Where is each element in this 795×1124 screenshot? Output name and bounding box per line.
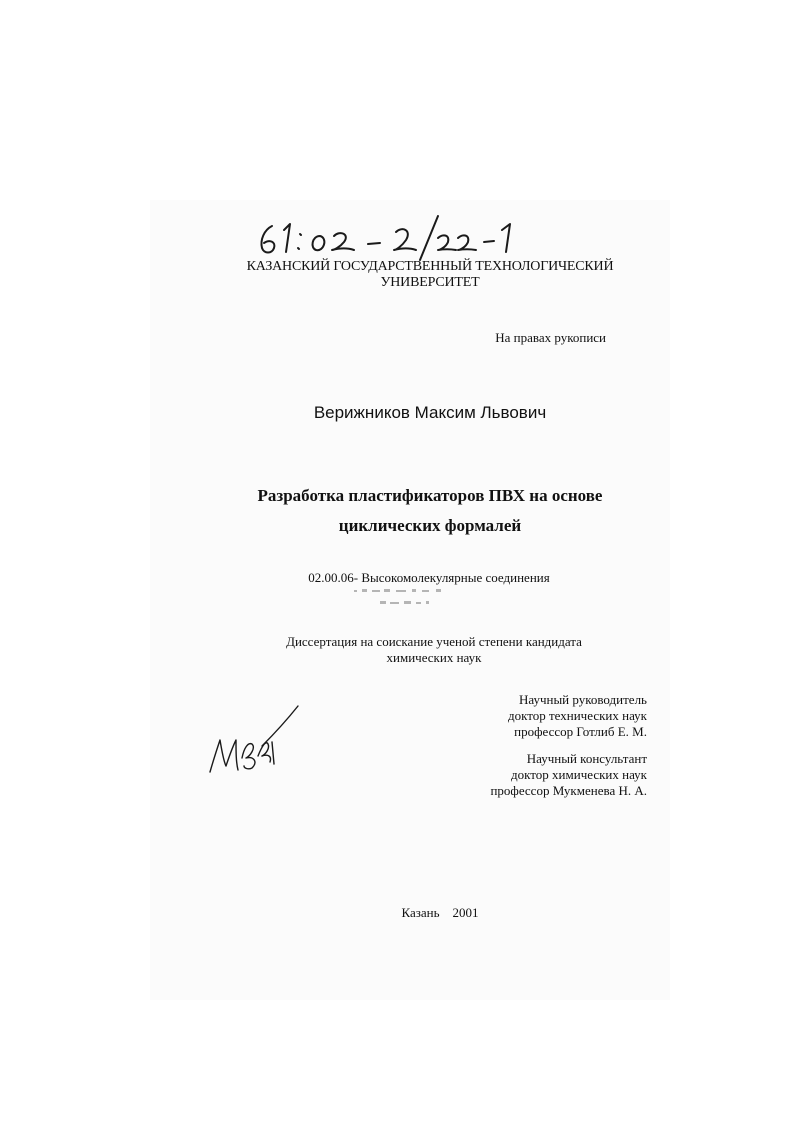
supervisor-degree: доктор технических наук <box>507 708 647 723</box>
scientific-consultant <box>440 751 647 799</box>
degree-line-2: химических наук <box>386 650 482 665</box>
handwritten-archive-code <box>250 212 530 262</box>
title-line-2: циклических формалей <box>338 516 522 535</box>
university-line-1: КАЗАНСКИЙ ГОСУДАРСТВЕННЫЙ ТЕХНОЛОГИЧЕСКИЙ <box>246 259 614 274</box>
degree-line-1: Диссертация на соискание ученой степени кандидата <box>286 634 582 649</box>
supervisor-name: профессор Готлиб Е. М. <box>514 724 647 739</box>
consultant-role: Научный консультант <box>526 751 647 766</box>
rights-note: На правах рукописи <box>495 330 606 345</box>
place-and-year <box>360 905 520 921</box>
degree-statement <box>200 634 668 666</box>
author-name: Верижников Максим Львович <box>313 403 547 422</box>
scientific-supervisor <box>440 692 647 740</box>
consultant-name: профессор Мукменева Н. А. <box>490 783 647 798</box>
year: 2001 <box>452 905 479 920</box>
handwritten-signature <box>200 700 310 785</box>
university-line-2: УНИВЕРСИТЕТ <box>380 275 480 290</box>
university-name <box>200 259 660 291</box>
supervisor-role: Научный руководитель <box>518 692 647 707</box>
city: Казань <box>401 905 440 920</box>
consultant-degree: доктор химических наук <box>511 767 647 782</box>
faint-stamp <box>350 586 460 610</box>
dissertation-title <box>170 481 690 541</box>
title-line-1: Разработка пластификаторов ПВХ на основе <box>257 486 603 505</box>
specialty-code: 02.00.06- Высокомолекулярные соединения <box>308 570 550 585</box>
